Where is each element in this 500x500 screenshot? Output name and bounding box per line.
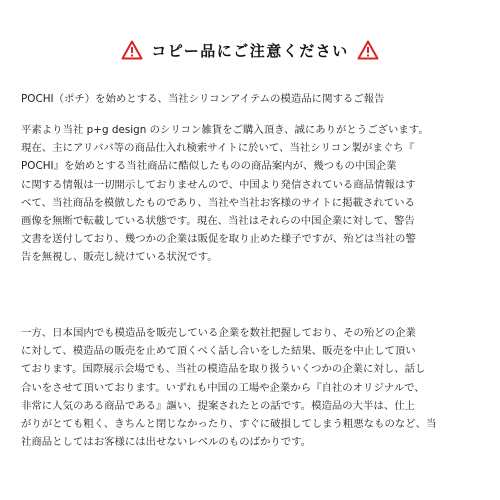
paragraph-line: 一方、日本国内でも模造品を販売している企業を数社把握しており、その殆どの企業 — [21, 327, 416, 339]
paragraph-line: べて、当社商品を模倣したものであり、当社や当社お客様のサイトに掲載されている — [21, 196, 415, 209]
page-title: コピー品にご注意ください — [151, 41, 349, 60]
paragraph-line: 文書を送付しており、幾つかの企業は販促を取り止めた様子ですが、殆どは当社の警 — [21, 233, 416, 246]
paragraph-line: 合いをさせて頂いております。いずれも中国の工場や企業から『自社のオリジナルで、 — [21, 381, 425, 394]
paragraph-line: ております。国際展示会場でも、当社の模造品を取り扱ういくつかの企業に対し、話し — [21, 363, 426, 376]
paragraph-counterfeit-domestic — [21, 324, 483, 451]
paragraph-line: 非常に人気のある商品である』謳い、提案されたとの話です。模造品の大半は、仕上 — [21, 399, 416, 412]
paragraph-line: POCHI』を始めとする当社商品に酷似したものの商品案内が、幾つもの中国企業 — [21, 160, 397, 173]
paragraph-line: 現在、主にアリババ等の商品仕入れ検索サイトに於いて、当社シリコン製がまぐち『 — [21, 142, 414, 155]
warning-header — [0, 30, 500, 70]
warning-icon — [121, 40, 143, 60]
warning-icon — [357, 40, 379, 60]
paragraph-line: 告を無視し、販売し続けている状況です。 — [21, 251, 218, 264]
paragraph-line: 平素より当社 p+g design のシリコン雑貨をご購入頂き、誠にありがとうございます。 — [21, 124, 429, 136]
paragraph-line: 社商品としてはお客様には出せないレベルのものばかりです。 — [21, 436, 312, 449]
paragraph-counterfeit-overseas — [21, 121, 483, 267]
paragraph-line: に関する情報は一切開示しておりませんので、中国より発信されている商品情報はす — [21, 178, 416, 191]
paragraph-line: がりがとても粗く、きちんと閉じなかったり、すぐに破損してしまう粗悪なものなど、当 — [21, 418, 437, 431]
paragraph-line: 画像を無断で転載している状態です。現在、当社はそれらの中国企業に対して、警告 — [21, 215, 415, 228]
report-subtitle: POCHI（ポチ）を始めとする、当社シリコンアイテムの模造品に関するご報告 — [21, 93, 385, 105]
paragraph-line: に対して、模造品の販売を止めて頂くべく話し合いをした結果、販売を中止して頂い — [21, 345, 416, 358]
